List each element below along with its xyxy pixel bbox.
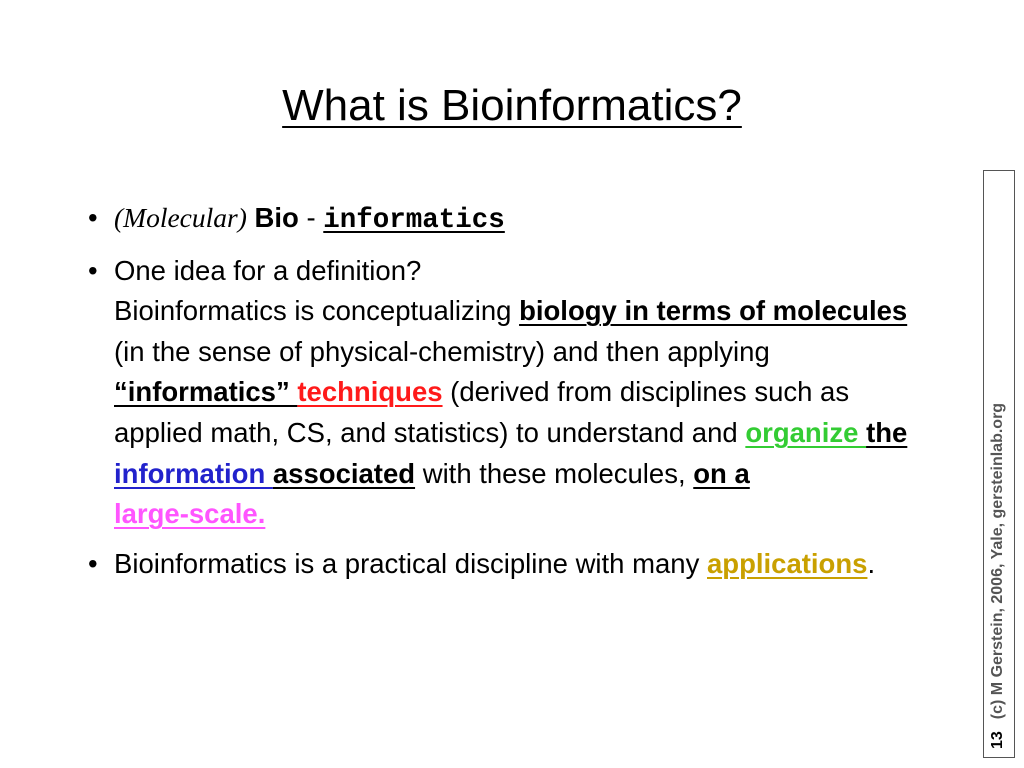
informatics-text: informatics (323, 205, 505, 236)
bullet-list (86, 198, 936, 593)
definition-part-2: (in the sense of physical-chemistry) and then applying (114, 335, 770, 367)
on-a-text: on a (693, 457, 750, 489)
informatics-quoted: “informatics” (114, 376, 298, 408)
definition-part-4: with these molecules, (415, 457, 694, 489)
slide-title: What is Bioinformatics? (282, 81, 742, 130)
molecular-text: (Molecular) (114, 202, 247, 233)
copyright-text: (c) M Gerstein, 2006, Yale, gersteinlab.org (989, 402, 1006, 720)
definition-part-1: Bioinformatics is conceptualizing (114, 295, 520, 327)
bullet-item-practical-discipline (86, 544, 936, 585)
the-text: the (866, 416, 908, 448)
associated-text: associated (272, 457, 416, 489)
practical-text: Bioinformatics is a practical discipline with many (114, 547, 707, 579)
techniques-text: techniques (297, 376, 443, 408)
copyright-sidebar (983, 170, 1015, 758)
sidebar-text (989, 403, 1007, 749)
dash-text: - (298, 202, 324, 233)
bullet-item-definition (86, 251, 936, 535)
slide-number: 13 (989, 731, 1006, 749)
biology-in-terms-of-molecules: biology in terms of molecules (519, 295, 908, 327)
applications-text: applications (707, 547, 868, 579)
large-scale-text: large-scale. (114, 498, 266, 530)
definition-part-3: (derived from disciplines such as applied math, CS, and statistics) to understand and (114, 376, 850, 448)
information-text: information (114, 457, 273, 489)
bullet-item-molecular-bioinformatics (86, 198, 936, 242)
period-text: . (867, 547, 876, 579)
definition-question: One idea for a definition? (114, 254, 422, 286)
organize-text: organize (745, 416, 867, 448)
bio-text: Bio (254, 202, 299, 233)
